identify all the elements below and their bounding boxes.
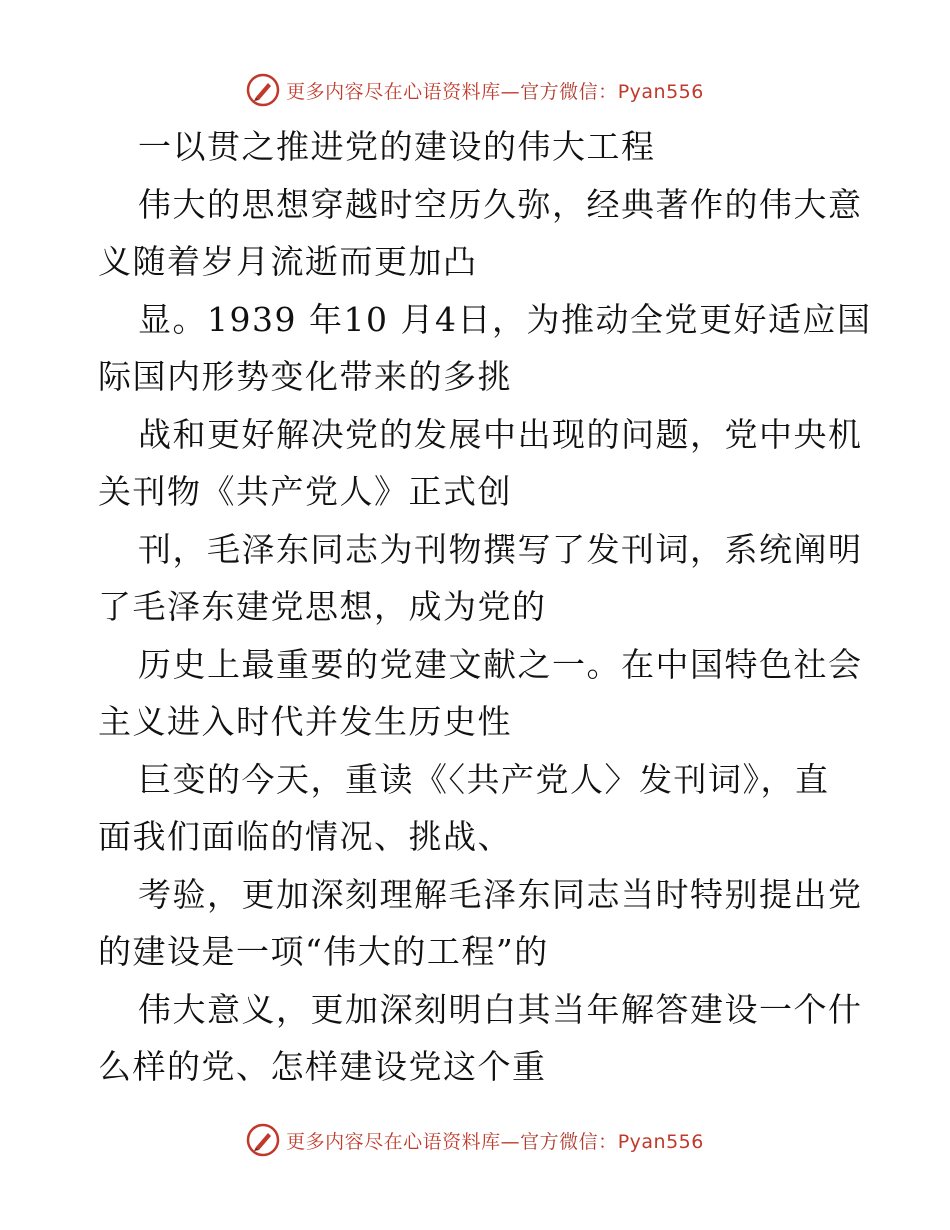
text-line: 历史上最重要的党建文献之一。在中国特色社会 xyxy=(138,644,863,684)
watermark-header xyxy=(0,70,950,110)
watermark-main: 更多内容尽在心语资料库 xyxy=(286,80,501,103)
document-body xyxy=(98,118,872,1096)
watermark-dash: — xyxy=(500,80,521,103)
text-line: 了毛泽东建党思想，成为党的 xyxy=(98,587,547,626)
text-line: 刊，毛泽东同志为刊物撰写了发刊词，系统阐明 xyxy=(138,529,863,569)
watermark-text xyxy=(286,77,704,104)
watermark-main: 更多内容尽在心语资料库 xyxy=(286,1130,501,1153)
text-line: 考验，更加深刻理解毛泽东同志当时特别提出党 xyxy=(138,874,863,914)
watermark-id: Pyan556 xyxy=(617,1130,704,1153)
watermark-dash: — xyxy=(500,1130,521,1153)
text-line: 战和更好解决党的发展中出现的问题，党中央机 xyxy=(138,414,863,454)
text-line: 面我们面临的情况、挑战、 xyxy=(98,817,512,856)
text-line: 际国内形势变化带来的多挑 xyxy=(98,357,512,396)
text-line: 的建设是一项“伟大的工程”的 xyxy=(98,932,549,971)
watermark-id: Pyan556 xyxy=(617,80,704,103)
pen-logo-icon xyxy=(246,73,280,107)
text-line: 显。1939 年10 月4日，为推动全党更好适应国 xyxy=(138,299,872,339)
watermark-sub: 官方微信： xyxy=(520,80,618,103)
text-line: 么样的党、怎样建设党这个重 xyxy=(98,1047,547,1086)
text-line: 关刊物《共产党人》正式创 xyxy=(98,472,512,511)
text-line: 义随着岁月流逝而更加凸 xyxy=(98,242,478,281)
text-line: 伟大的思想穿越时空历久弥，经典著作的伟大意 xyxy=(138,184,863,224)
watermark-sub: 官方微信： xyxy=(520,1130,618,1153)
text-line: 伟大意义，更加深刻明白其当年解答建设一个什 xyxy=(138,989,863,1029)
text-line: 一以贯之推进党的建设的伟大工程 xyxy=(138,127,656,166)
watermark-text xyxy=(286,1127,704,1154)
text-line: 主义进入时代并发生历史性 xyxy=(98,702,512,741)
text-line: 巨变的今天，重读《〈共产党人〉发刊词》，直 xyxy=(138,759,830,799)
pen-logo-icon xyxy=(246,1123,280,1157)
watermark-footer xyxy=(0,1120,950,1160)
